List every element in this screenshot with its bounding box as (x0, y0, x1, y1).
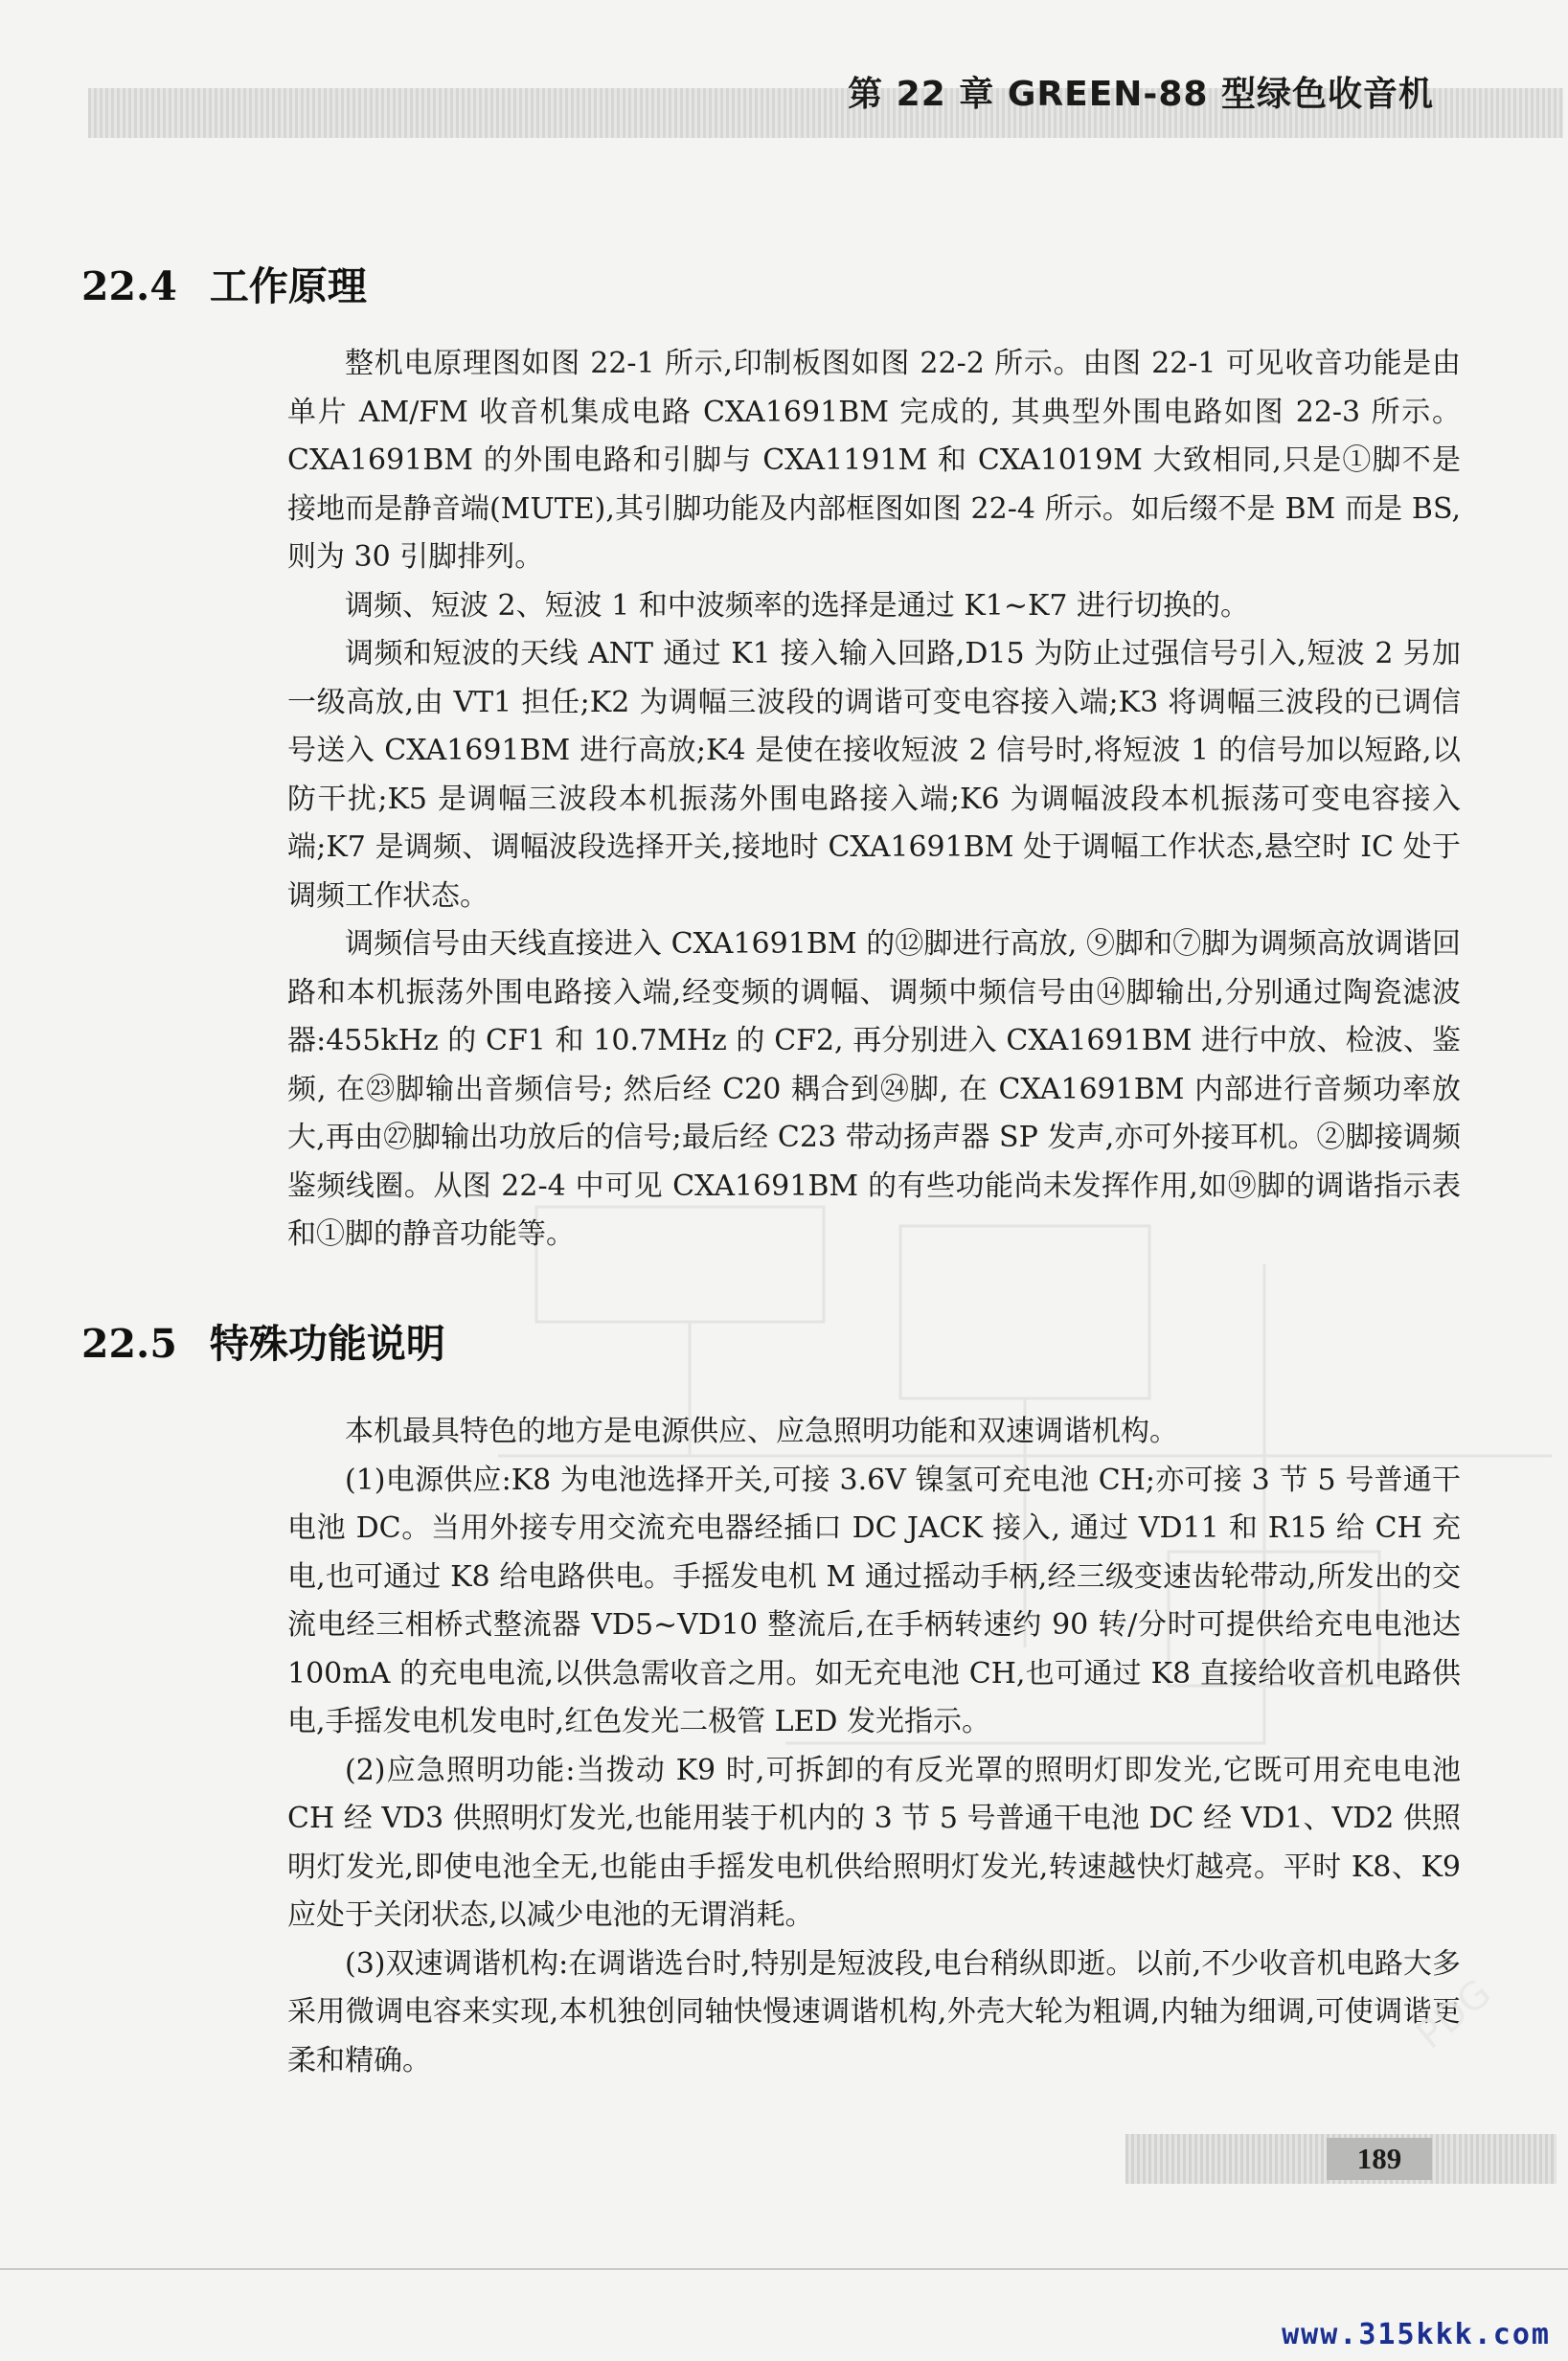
page-number: 189 (1327, 2138, 1432, 2180)
section-title: 工作原理 (209, 263, 367, 309)
running-head: 第 22 章 GREEN-88 型绿色收音机 (848, 75, 1434, 114)
paragraph: 调频和短波的天线 ANT 通过 K1 接入输入回路,D15 为防止过强信号引入,短波 2 另加一级高放,由 VT1 担任;K2 为调幅三波段的调谐可变电容接入端;K3 将调幅三波段的已调信号送入 CXA1691BM 进行高放;K4 是使在接收短波 2 信号时,将短波 1 的信号加以短路,以防干扰;K5 是调幅三波段本机振荡外围电路接入端;K6 为调幅波段本机振荡可变电容接入端;K7 是调频、调幅波段选择开关,接地时 CXA1691BM 处于调幅工作状态,悬空时 IC 处于调频工作状态。 (287, 637, 1461, 913)
section-title: 特殊功能说明 (209, 1321, 445, 1367)
section-body-22-5 (287, 1408, 1461, 2085)
section-heading-22-4 (81, 255, 367, 311)
paragraph: 调频、短波 2、短波 1 和中波频率的选择是通过 K1~K7 进行切换的。 (345, 588, 1249, 623)
section-heading-22-5 (81, 1312, 445, 1369)
paragraph: 调频信号由天线直接进入 CXA1691BM 的⑫脚进行高放, ⑨脚和⑦脚为调频高放调谐回路和本机振荡外围电路接入端,经变频的调幅、调频中频信号由⑭脚输出,分别通过陶瓷滤波器:455kHz 的 CF1 和 10.7MHz 的 CF2, 再分别进入 CXA1691BM 进行中放、检波、鉴频, 在㉓脚输出音频信号; 然后经 C20 耦合到㉔脚, 在 CXA1691BM 内部进行音频功率放大,再由㉗脚输出功放后的信号;最后经 C23 带动扬声器 SP 发声,亦可外接耳机。②脚接调频鉴频线圈。从图 22-4 中可见 CXA1691BM 的有些功能尚未发挥作用,如⑲脚的调谐指示表和①脚的静音功能等。 (287, 927, 1461, 1251)
site-watermark: www.315kkk.com (1282, 2318, 1551, 2351)
section-body-22-4 (287, 340, 1461, 1260)
bottom-rule (0, 2268, 1568, 2270)
section-number: 22.4 (81, 263, 177, 309)
pdg-watermark: PDG (1408, 1970, 1500, 2058)
paragraph: (3)双速调谐机构:在调谐选台时,特别是短波段,电台稍纵即逝。以前,不少收音机电路大多采用微调电容来实现,本机独创同轴快慢速调谐机构,外壳大轮为粗调,内轴为细调,可使调谐更柔和精确。 (287, 1946, 1461, 2077)
paragraph: 整机电原理图如图 22-1 所示,印制板图如图 22-2 所示。由图 22-1 可见收音功能是由单片 AM/FM 收音机集成电路 CXA1691BM 完成的, 其典型外围电路如图 22-3 所示。CXA1691BM 的外围电路和引脚与 CXA1191M 和 CXA1019M 大致相同,只是①脚不是接地而是静音端(MUTE),其引脚功能及内部框图如图 22-4 所示。如后缀不是 BM 而是 BS,则为 30 引脚排列。 (287, 347, 1461, 574)
paragraph: 本机最具特色的地方是电源供应、应急照明功能和双速调谐机构。 (345, 1415, 1178, 1448)
section-number: 22.5 (81, 1321, 177, 1367)
paragraph: (2)应急照明功能:当拨动 K9 时,可拆卸的有反光罩的照明灯即发光,它既可用充电电池 CH 经 VD3 供照明灯发光,也能用装于机内的 3 节 5 号普通干电池 DC 经 VD1、VD2 供照明灯发光,即使电池全无,也能由手摇发电机供给照明灯发光,转速越快灯越亮。平时 K8、K9 应处于关闭状态,以减少电池的无谓消耗。 (287, 1753, 1461, 1932)
paragraph: (1)电源供应:K8 为电池选择开关,可接 3.6V 镍氢可充电池 CH;亦可接 3 节 5 号普通干电池 DC。当用外接专用交流充电器经插口 DC JACK 接入, 通过 VD11 和 R15 给 CH 充电,也可通过 K8 给电路供电。手摇发电机 M 通过摇动手柄,经三级变速齿轮带动,所发出的交流电经三相桥式整流器 VD5~VD10 整流后,在手柄转速约 90 转/分时可提供给充电电池达 100mA 的充电电流,以供急需收音之用。如无充电池 CH,也可通过 K8 直接给收音机电路供电,手摇发电机发电时,红色发光二极管 LED 发光指示。 (287, 1463, 1461, 1738)
